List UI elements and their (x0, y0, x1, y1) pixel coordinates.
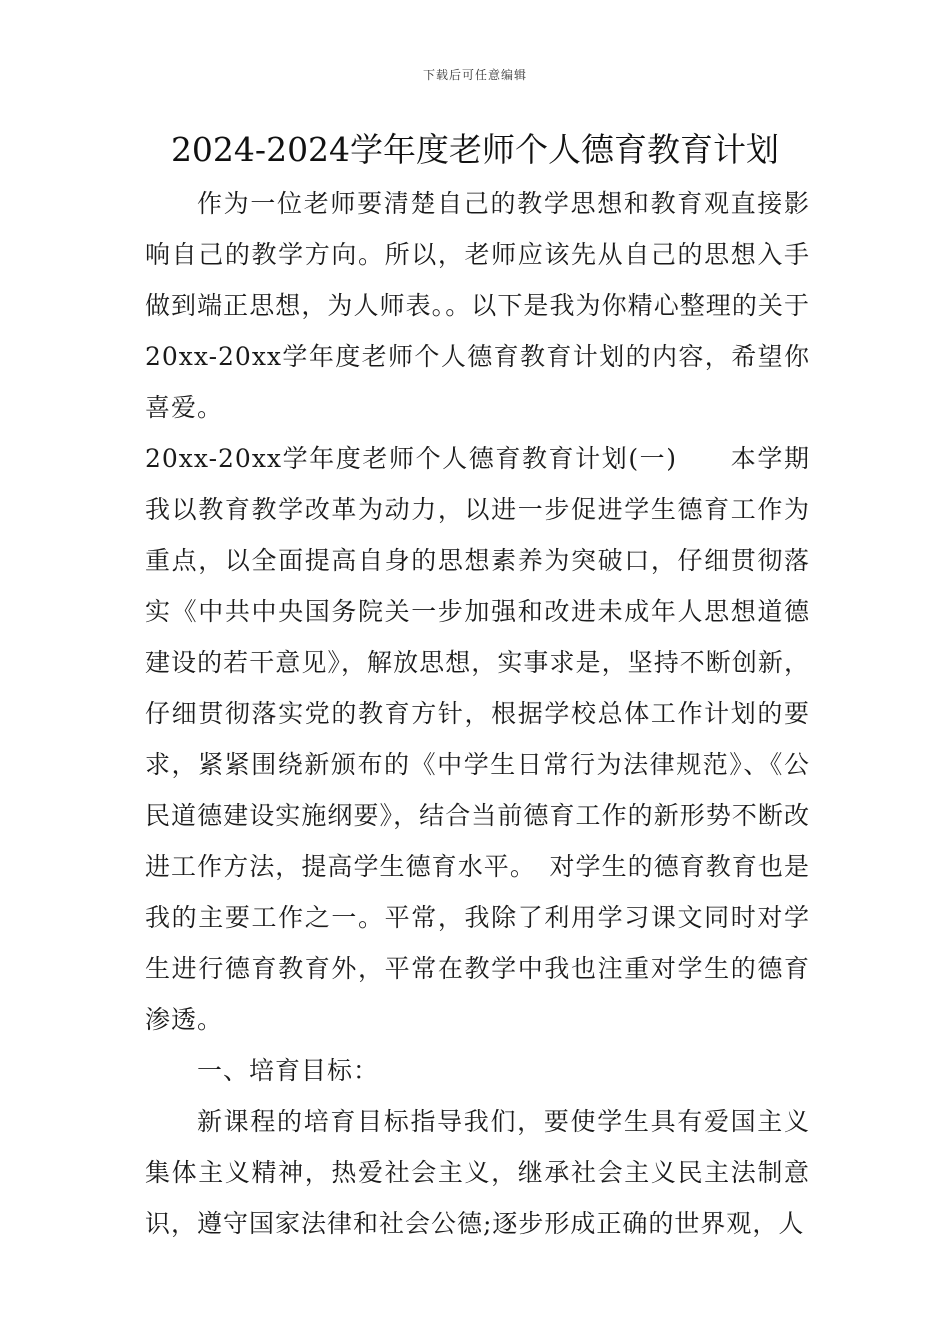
document-body (145, 178, 810, 1249)
section-heading-goals: 一、培育目标： (197, 1056, 380, 1085)
header-note: 下载后可任意编辑 (422, 68, 527, 82)
goals-paragraph: 新课程的培育目标指导我们，要使学生具有爱国主义集体主义精神，热爱社会主义，继承社会主义民主法制意识，遵守国家法律和社会公德;逐步形成正确的世界观，人 (145, 1107, 810, 1238)
plan-one-paragraph: 20xx-20xx学年度老师个人德育教育计划(一) 本学期我以教育教学改革为动力，以进一步促进学生德育工作为重点，以全面提高自身的思想素养为突破口，仔细贯彻落实《中共中央国务院关一步加强和改进未成年人思想道德建设的若干意见》，解放思想，实事求是，坚持不断创新，仔细贯彻落实党的教育方针，根据学校总体工作计划的要求，紧紧围绕新颁布的《中学生日常行为法律规范》、《公民道德建设实施纲要》，结合当前德育工作的新形势不断改进工作方法，提高学生德育水平。 对学生的德育教育也是我的主要工作之一。平常，我除了利用学习课文同时对学生进行德育教育外，平常在教学中我也注重对学生的德育渗透。 (145, 444, 810, 1034)
intro-paragraph: 作为一位老师要清楚自己的教学思想和教育观直接影响自己的教学方向。所以，老师应该先从自己的思想入手做到端正思想，为人师表。。以下是我为你精心整理的关于20xx-20xx学年度老师个人德育教育计划的内容，希望你喜爱。 (145, 189, 810, 422)
document-title: 2024-2024学年度老师个人德育教育计划 (170, 130, 780, 169)
